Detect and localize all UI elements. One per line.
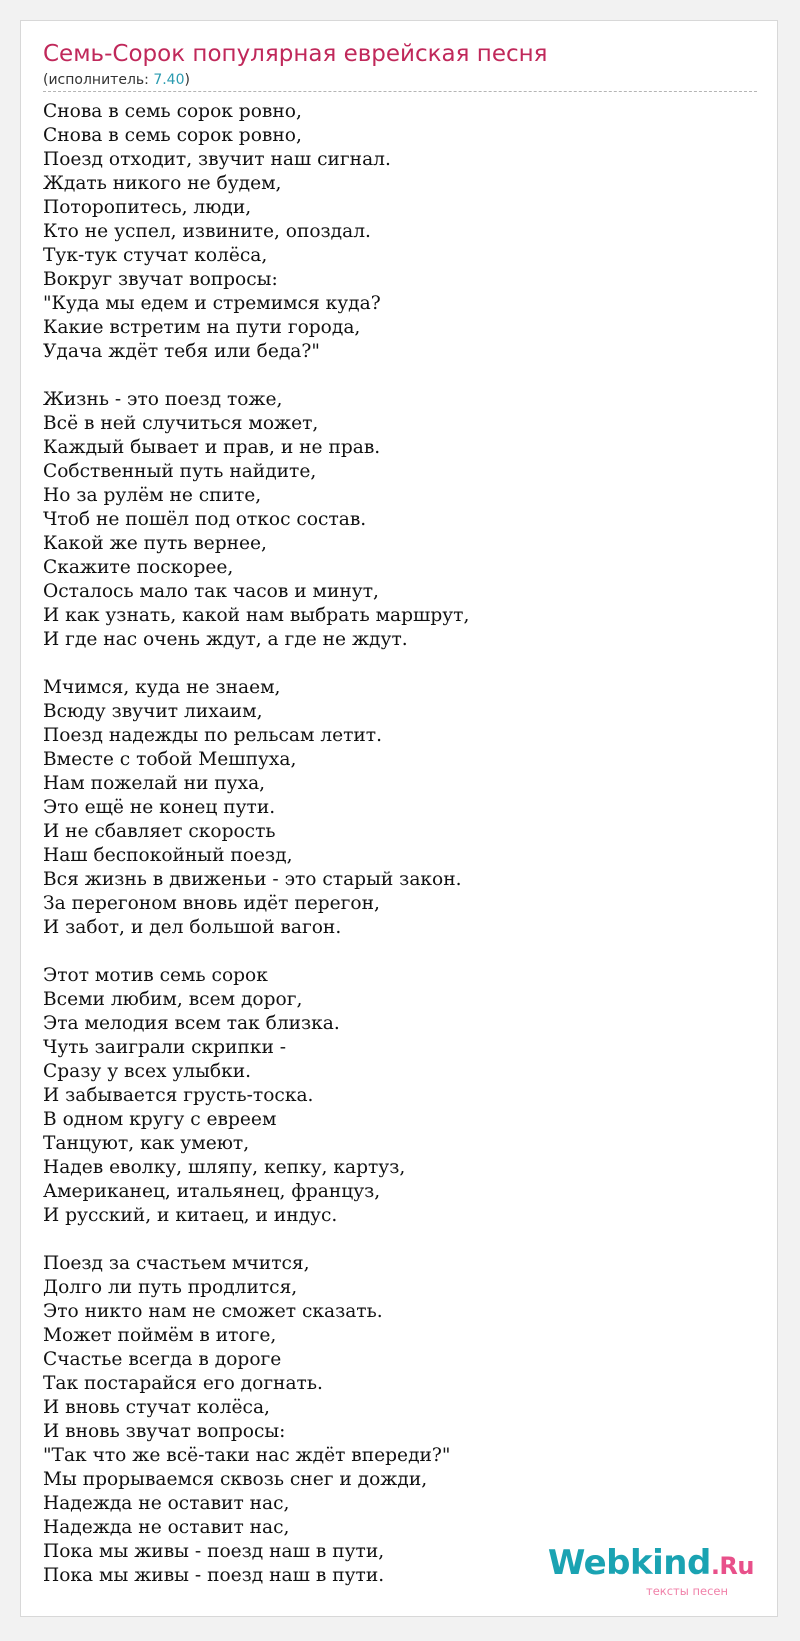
lyrics-line: Долго ли путь продлится, — [43, 1277, 298, 1298]
lyrics-line: Может поймём в итоге, — [43, 1325, 277, 1346]
lyrics-line: Снова в семь сорок ровно, — [43, 125, 302, 146]
logo-main-text: Webkind — [547, 1543, 711, 1583]
lyrics-stanza — [43, 100, 763, 364]
logo-suffix: .Ru — [710, 1552, 754, 1580]
lyrics-line: Жизнь - это поезд тоже, — [43, 389, 283, 410]
lyrics-line: "Так что же всё-таки нас ждёт впереди?" — [43, 1445, 451, 1466]
lyrics-line: Каждый бывает и прав, и не прав. — [43, 437, 381, 458]
lyrics-line: Пока мы живы - поезд наш в пути. — [43, 1565, 385, 1586]
lyrics-line: Так постарайся его догнать. — [43, 1373, 323, 1394]
site-logo[interactable] — [547, 1543, 754, 1603]
lyrics-line: И как узнать, какой нам выбрать маршрут, — [43, 605, 470, 626]
lyrics-line: Этот мотив семь сорок — [43, 965, 268, 986]
lyrics-line: Сразу у всех улыбки. — [43, 1061, 252, 1082]
lyrics-stanza — [43, 388, 763, 652]
lyrics-line: Кто не успел, извините, опоздал. — [43, 221, 371, 242]
lyrics-line: Тук-тук стучат колёса, — [43, 245, 268, 266]
artist-line — [43, 72, 190, 88]
lyrics-line: Мы прорываемся сквозь снег и дожди, — [43, 1469, 428, 1490]
artist-link[interactable]: 7.40 — [153, 72, 185, 88]
lyrics-line: Эта мелодия всем так близка. — [43, 1013, 340, 1034]
lyrics-line: Американец, итальянец, француз, — [43, 1181, 381, 1202]
logo-wordmark — [548, 1543, 754, 1583]
lyrics-line: Снова в семь сорок ровно, — [43, 101, 302, 122]
lyrics-line: Чтоб не пошёл под откос состав. — [43, 509, 367, 530]
lyrics-line: Танцуют, как умеют, — [43, 1133, 250, 1154]
lyrics-line: Но за рулём не спите, — [43, 485, 262, 506]
logo-tagline: тексты песен — [646, 1584, 728, 1598]
lyrics-line: Собственный путь найдите, — [43, 461, 317, 482]
lyrics-line: За перегоном вновь идёт перегон, — [43, 893, 380, 914]
lyrics-line: И вновь звучат вопросы: — [43, 1421, 286, 1442]
lyrics-line: Нам пожелай ни пуха, — [43, 773, 266, 794]
lyrics-line: Счастье всегда в дороге — [43, 1349, 282, 1370]
artist-suffix: ) — [184, 72, 190, 88]
lyrics-line: И забывается грусть-тоска. — [43, 1085, 314, 1106]
lyrics-line: Надежда не оставит нас, — [43, 1517, 290, 1538]
lyrics-line: Скажите поскорее, — [43, 557, 234, 578]
lyrics-card — [20, 20, 778, 1617]
lyrics-line: Пока мы живы - поезд наш в пути, — [43, 1541, 385, 1562]
lyrics-line: Поезд за счастьем мчится, — [43, 1253, 310, 1274]
lyrics-line: Поезд надежды по рельсам летит. — [43, 725, 383, 746]
lyrics-line: Это ещё не конец пути. — [43, 797, 276, 818]
lyrics-line: Это никто нам не сможет сказать. — [43, 1301, 383, 1322]
lyrics-line: Какие встретим на пути города, — [43, 317, 361, 338]
lyrics-line: И забот, и дел большой вагон. — [43, 917, 342, 938]
lyrics-line: Вся жизнь в движеньи - это старый закон. — [43, 869, 462, 890]
lyrics-line: В одном кругу с евреем — [43, 1109, 277, 1130]
lyrics-line: Какой же путь вернее, — [43, 533, 267, 554]
lyrics-line: Всё в ней случиться может, — [43, 413, 319, 434]
lyrics-line: И не сбавляет скорость — [43, 821, 276, 842]
lyrics-line: Надежда не оставит нас, — [43, 1493, 290, 1514]
lyrics-line: И где нас очень ждут, а где не ждут. — [43, 629, 408, 650]
song-title: Семь-Сорок популярная еврейская песня — [43, 41, 548, 67]
lyrics-line: Мчимся, куда не знаем, — [43, 677, 281, 698]
lyrics-line: Поторопитесь, люди, — [43, 197, 252, 218]
lyrics-stanza — [43, 1252, 763, 1588]
title-divider — [43, 91, 757, 92]
lyrics-line: Вместе с тобой Мешпуха, — [43, 749, 297, 770]
lyrics-line: Наш беспокойный поезд, — [43, 845, 293, 866]
lyrics-line: Поезд отходит, звучит наш сигнал. — [43, 149, 391, 170]
lyrics-stanza — [43, 964, 763, 1228]
lyrics-line: И русский, и китаец, и индус. — [43, 1205, 338, 1226]
lyrics-line: Ждать никого не будем, — [43, 173, 282, 194]
lyrics-line: И вновь стучат колёса, — [43, 1397, 270, 1418]
lyrics-line: Удача ждёт тебя или беда?" — [43, 341, 320, 362]
lyrics-line: Осталось мало так часов и минут, — [43, 581, 379, 602]
lyrics-body — [43, 100, 763, 1588]
lyrics-line: Вокруг звучат вопросы: — [43, 269, 278, 290]
lyrics-line: Всюду звучит лихаим, — [43, 701, 263, 722]
artist-prefix: (исполнитель: — [43, 72, 154, 88]
lyrics-stanza — [43, 676, 763, 940]
lyrics-line: Надев еволку, шляпу, кепку, картуз, — [43, 1157, 406, 1178]
lyrics-line: "Куда мы едем и стремимся куда? — [43, 293, 381, 314]
lyrics-line: Чуть заиграли скрипки - — [43, 1037, 287, 1058]
lyrics-line: Всеми любим, всем дорог, — [43, 989, 303, 1010]
